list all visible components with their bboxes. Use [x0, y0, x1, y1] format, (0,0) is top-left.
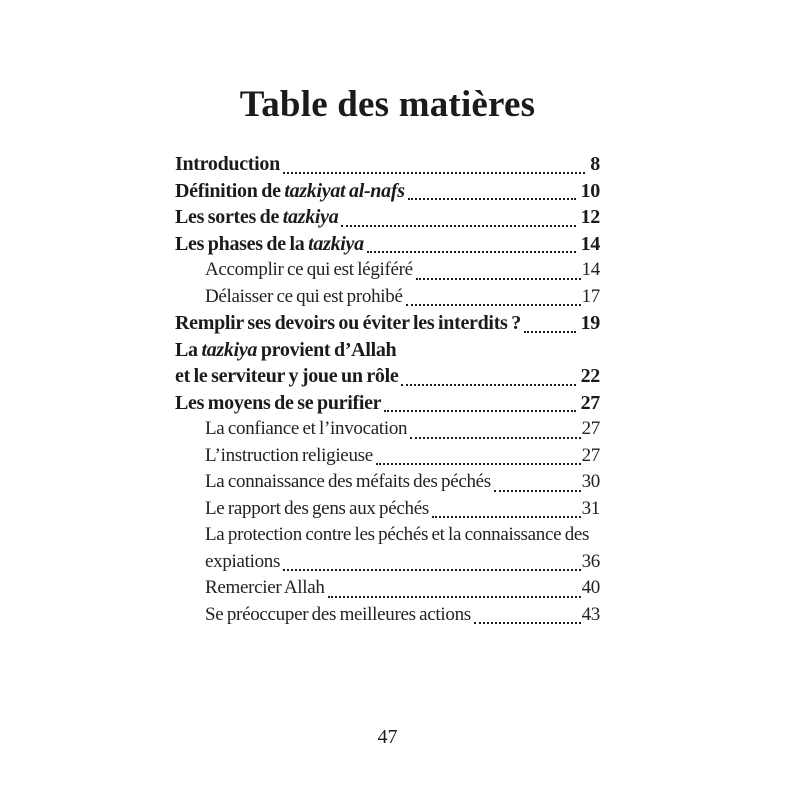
toc-entry-page: 31 [581, 497, 600, 519]
toc-entry-label: Les phases de la tazkiya [175, 232, 364, 255]
dotted-leader [406, 304, 581, 306]
dotted-leader [341, 225, 575, 227]
toc-entry-label: Introduction [175, 153, 280, 175]
toc-entry [175, 390, 600, 417]
toc-entry-label: La protection contre les péchés et la connaissance des [205, 524, 590, 545]
toc-entry [175, 284, 600, 311]
toc-entry-label: Les moyens de se purifier [175, 391, 382, 414]
dotted-leader [376, 463, 581, 465]
dotted-leader [384, 410, 575, 412]
dotted-leader [283, 172, 585, 174]
toc-entry [175, 549, 600, 576]
dotted-leader [416, 278, 581, 280]
toc-entry [175, 469, 600, 496]
toc-entry-page: 12 [580, 206, 600, 228]
dotted-leader [494, 490, 581, 492]
toc-entry [175, 310, 600, 337]
dotted-leader [328, 596, 581, 598]
toc-entry [175, 575, 600, 602]
toc-entry-page: 19 [580, 312, 600, 334]
toc-entry-page: 40 [581, 577, 600, 598]
toc-entry-page: 30 [581, 471, 600, 492]
dotted-leader [401, 384, 575, 386]
toc-entry [175, 204, 600, 231]
toc-entry-label: expiations [205, 550, 281, 572]
toc-entry [175, 443, 600, 470]
toc-entry [175, 522, 600, 549]
toc-entry-label: Remercier Allah [205, 577, 325, 598]
dotted-leader [367, 251, 576, 253]
toc-entry-page: 27 [581, 418, 600, 439]
toc-entry-label: Se préoccuper des meilleures actions [205, 603, 471, 625]
toc-entry-page: 14 [580, 232, 600, 255]
toc-entry [175, 416, 600, 443]
toc-entry-page: 36 [581, 550, 600, 572]
toc-entry-label: Définition de tazkiyat al-nafs [175, 179, 405, 202]
toc-entry-label: et le serviteur y joue un rôle [175, 365, 399, 387]
toc-entry-page: 27 [581, 444, 600, 466]
table-of-contents [175, 151, 600, 628]
toc-entry-page: 22 [580, 365, 600, 387]
toc-entry [175, 496, 600, 523]
dotted-leader [524, 331, 576, 333]
dotted-leader [408, 198, 576, 200]
page-title: Table des matières [239, 84, 536, 125]
toc-entry-page: 10 [580, 179, 600, 202]
toc-entry-label: La confiance et l’invocation [205, 418, 408, 439]
toc-entry [175, 231, 600, 258]
toc-entry-page: 27 [580, 391, 600, 414]
toc-entry-label: La connaissance des méfaits des péchés [205, 471, 491, 492]
toc-entry [175, 257, 600, 284]
toc-entry-page: 14 [581, 259, 600, 280]
toc-entry-label: Délaisser ce qui est prohibé [205, 285, 403, 307]
toc-entry-page: 8 [590, 153, 600, 175]
dotted-leader [432, 516, 581, 518]
toc-entry [175, 602, 600, 629]
dotted-leader [410, 437, 580, 439]
toc-entry-label: Accomplir ce qui est légiféré [205, 259, 413, 280]
toc-entry-label: Le rapport des gens aux péchés [205, 497, 429, 519]
toc-entry [175, 178, 600, 205]
toc-entry [175, 151, 600, 178]
toc-entry-label: La tazkiya provient d’Allah [175, 338, 397, 361]
toc-entry-page: 17 [581, 285, 600, 307]
toc-entry-label: L’instruction religieuse [205, 444, 373, 466]
toc-entry [175, 337, 600, 364]
toc-entry-label: Les sortes de tazkiya [175, 206, 339, 228]
dotted-leader [474, 622, 581, 624]
page-number: 47 [377, 726, 398, 748]
toc-entry-page: 43 [581, 603, 600, 625]
dotted-leader [283, 569, 580, 571]
toc-entry-label: Remplir ses devoirs ou éviter les interdits ? [175, 312, 521, 334]
toc-entry [175, 363, 600, 390]
